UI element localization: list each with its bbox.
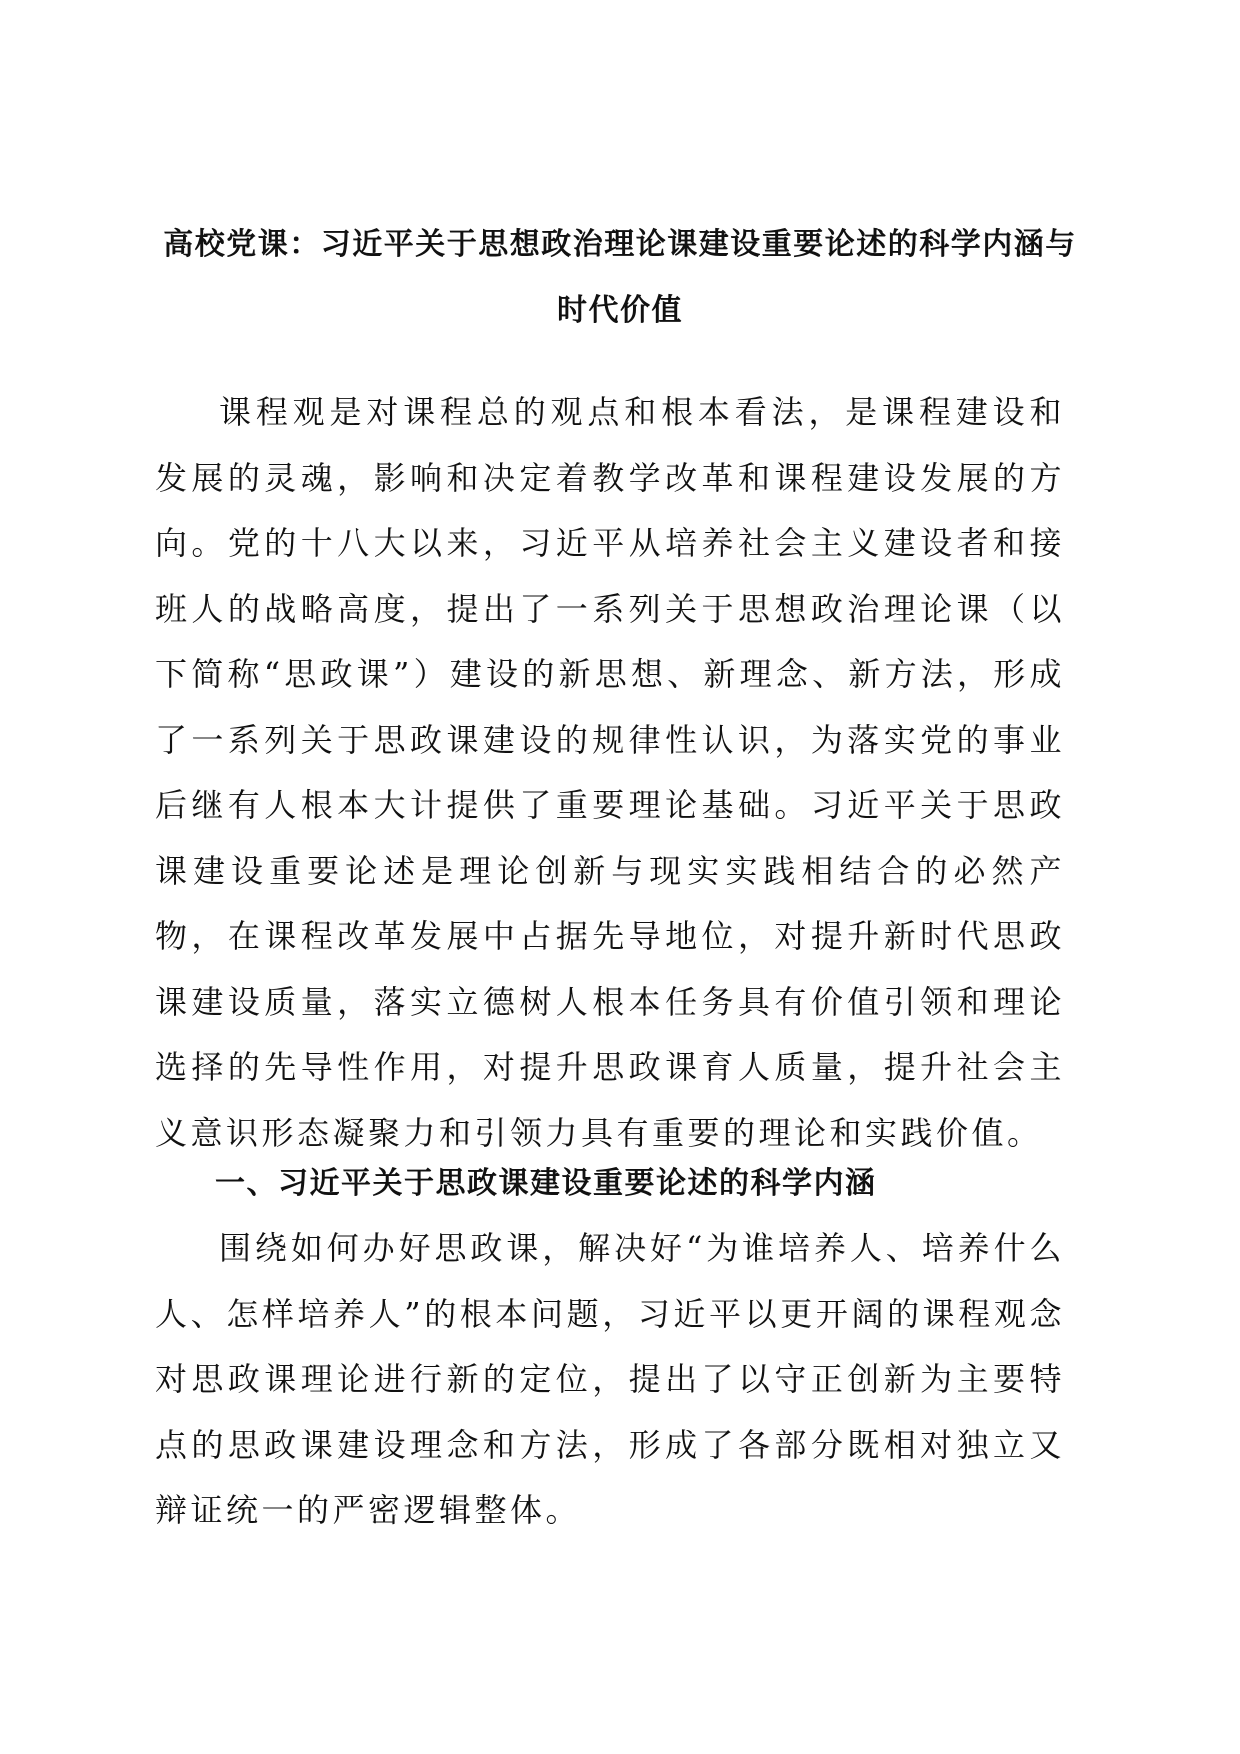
section-paragraph: 围绕如何办好思政课，解决好“为谁培养人、培养什么人、怎样培养人”的根本问题，习近平以更开阔的课程观念对思政课理论进行新的定位，提出了以守正创新为主要特点的思政课建设理念和方法，形成了各部分既相对独立又辩证统一的严密逻辑整体。 [155, 1229, 1065, 1529]
intro-paragraph: 课程观是对课程总的观点和根本看法，是课程建设和发展的灵魂，影响和决定着教学改革和课程建设发展的方向。党的十八大以来，习近平从培养社会主义建设者和接班人的战略高度，提出了一系列关于思想政治理论课（以下简称“思政课”）建设的新思想、新理念、新方法，形成了一系列关于思政课建设的规律性认识，为落实党的事业后继有人根本大计提供了重要理论基础。习近平关于思政课建设重要论述是理论创新与现实实践相结合的必然产物，在课程改革发展中占据先导地位，对提升新时代思政课建设质量，落实立德树人根本任务具有价值引领和理论选择的先导性作用，对提升思政课育人质量，提升社会主义意识形态凝聚力和引领力具有重要的理论和实践价值。 [155, 393, 1065, 1152]
document-title: 高校党课：习近平关于思想政治理论课建设重要论述的科学内涵与时代价值 [163, 227, 1077, 328]
section-heading: 一、习近平关于思政课建设重要论述的科学内涵 [215, 1166, 877, 1201]
